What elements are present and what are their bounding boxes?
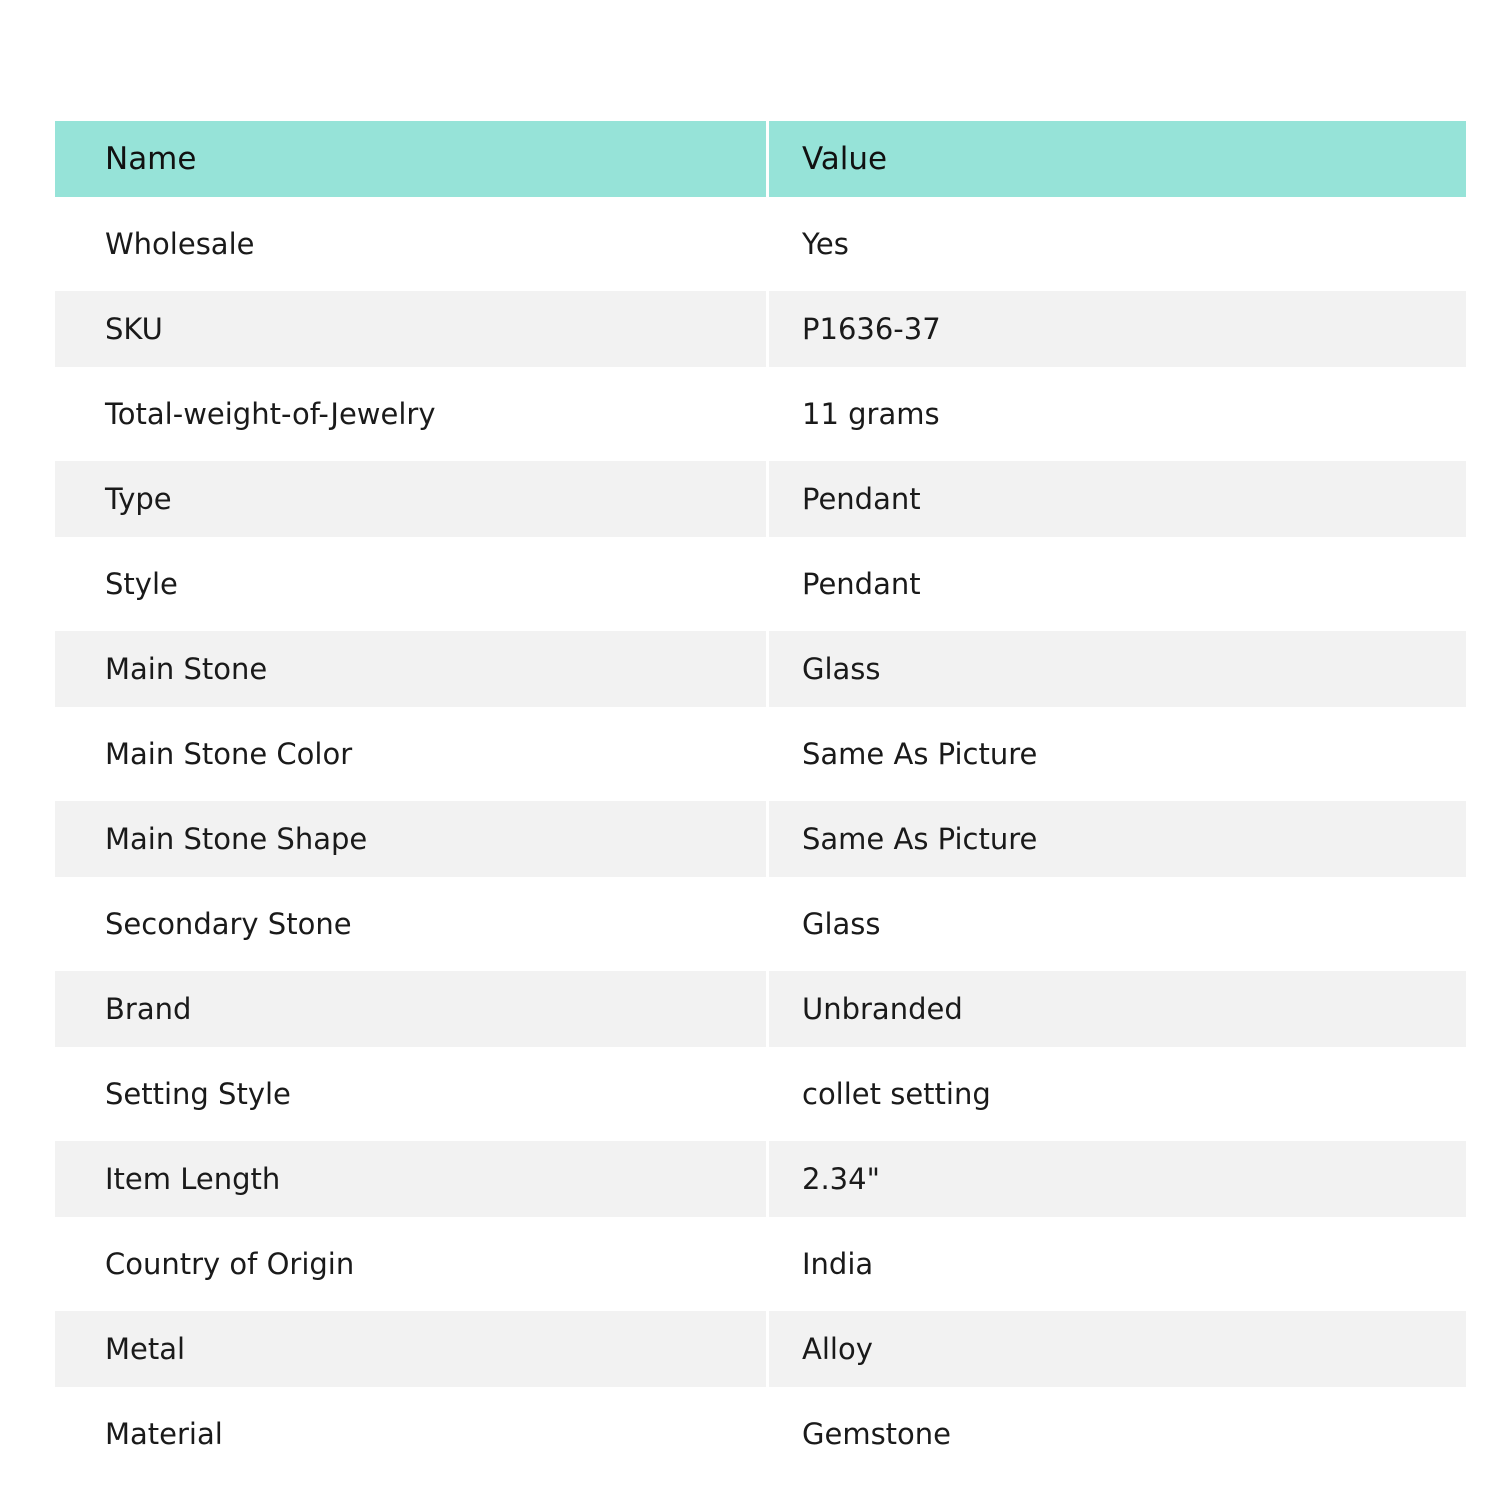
row-value-cell: Gemstone xyxy=(766,1387,1466,1481)
row-name-cell: Type xyxy=(55,461,766,537)
row-name-cell: Style xyxy=(55,537,766,631)
row-value-cell: 2.34" xyxy=(766,1141,1466,1217)
row-name-cell: Setting Style xyxy=(55,1047,766,1141)
row-name-cell: Metal xyxy=(55,1311,766,1387)
table-row xyxy=(55,1047,1466,1141)
table-body xyxy=(55,197,1466,1481)
table-row xyxy=(55,537,1466,631)
row-value-cell: Same As Picture xyxy=(766,801,1466,877)
value-column-header: Value xyxy=(766,121,1466,197)
row-name-cell: Main Stone xyxy=(55,631,766,707)
row-name-cell: Brand xyxy=(55,971,766,1047)
row-value-cell: Glass xyxy=(766,631,1466,707)
row-value-cell: 11 grams xyxy=(766,367,1466,461)
table-row xyxy=(55,291,1466,367)
row-value-cell: Alloy xyxy=(766,1311,1466,1387)
row-name-cell: Total-weight-of-Jewelry xyxy=(55,367,766,461)
table-row xyxy=(55,1387,1466,1481)
table-row xyxy=(55,631,1466,707)
row-name-cell: Country of Origin xyxy=(55,1217,766,1311)
table-row xyxy=(55,1311,1466,1387)
row-name-cell: Secondary Stone xyxy=(55,877,766,971)
row-name-cell: Wholesale xyxy=(55,197,766,291)
row-value-cell: collet setting xyxy=(766,1047,1466,1141)
table-row xyxy=(55,1217,1466,1311)
table-row xyxy=(55,197,1466,291)
table-row xyxy=(55,801,1466,877)
row-value-cell: Pendant xyxy=(766,461,1466,537)
row-name-cell: Material xyxy=(55,1387,766,1481)
specifications-table xyxy=(55,121,1466,1481)
table-row xyxy=(55,707,1466,801)
row-name-cell: SKU xyxy=(55,291,766,367)
table-header-row xyxy=(55,121,1466,197)
table-row xyxy=(55,877,1466,971)
row-name-cell: Main Stone Color xyxy=(55,707,766,801)
row-value-cell: India xyxy=(766,1217,1466,1311)
row-value-cell: Yes xyxy=(766,197,1466,291)
table-row xyxy=(55,971,1466,1047)
table-row xyxy=(55,367,1466,461)
row-value-cell: Same As Picture xyxy=(766,707,1466,801)
row-value-cell: P1636-37 xyxy=(766,291,1466,367)
row-name-cell: Main Stone Shape xyxy=(55,801,766,877)
table-row xyxy=(55,461,1466,537)
row-value-cell: Unbranded xyxy=(766,971,1466,1047)
row-value-cell: Glass xyxy=(766,877,1466,971)
name-column-header: Name xyxy=(55,121,766,197)
row-value-cell: Pendant xyxy=(766,537,1466,631)
row-name-cell: Item Length xyxy=(55,1141,766,1217)
table-row xyxy=(55,1141,1466,1217)
